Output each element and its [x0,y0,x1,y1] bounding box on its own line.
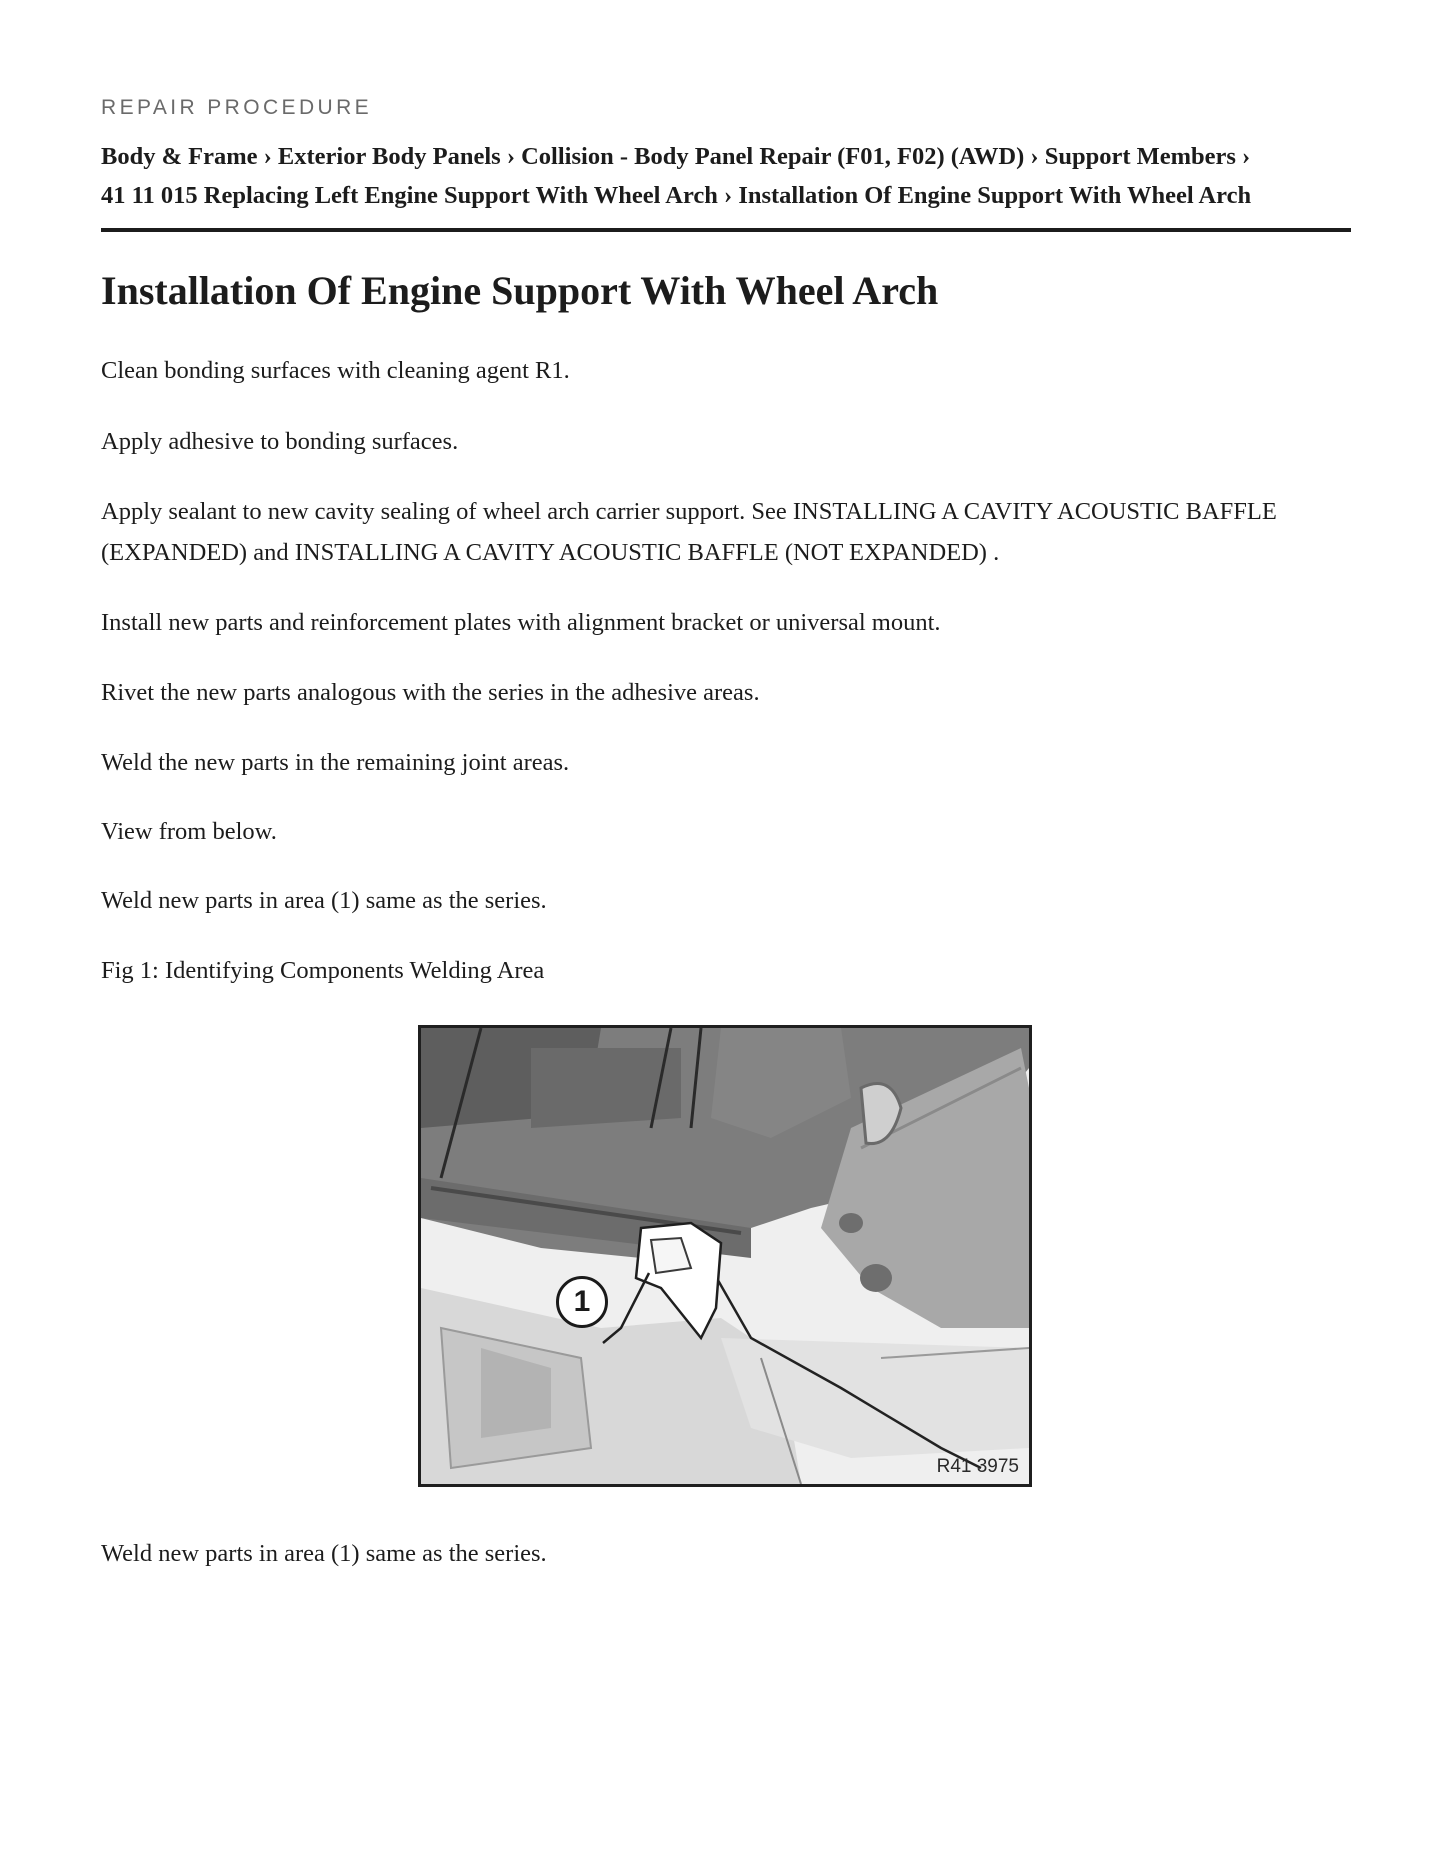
figure-caption: Fig 1: Identifying Components Welding Area [101,957,545,984]
breadcrumb-item[interactable]: Exterior Body Panels [277,143,501,170]
page-title: Installation Of Engine Support With Wheel Arch [101,268,939,313]
breadcrumb-separator: › [506,143,515,170]
figure-reference-code: R41 3975 [936,1456,1019,1477]
procedure-step: View from below. [101,818,277,845]
breadcrumb-separator: › [724,182,733,209]
breadcrumb-separator: › [1242,143,1251,170]
procedure-step: Weld the new parts in the remaining joint areas. [101,749,570,776]
procedure-step: Weld new parts in area (1) same as the series. [101,1540,547,1567]
breadcrumb-item[interactable]: Collision - Body Panel Repair (F01, F02) (AWD) [521,143,1025,170]
breadcrumb [101,137,1351,215]
welding-area-illustration [418,1025,1032,1487]
callout-marker [556,1276,608,1328]
header-divider [101,228,1351,232]
breadcrumb-separator: › [1030,143,1039,170]
breadcrumb-item[interactable]: 41 11 015 Replacing Left Engine Support With Wheel Arch [101,182,718,209]
section-kicker: REPAIR PROCEDURE [101,96,373,119]
procedure-step: Clean bonding surfaces with cleaning agent R1. [101,357,570,384]
breadcrumb-current: Installation Of Engine Support With Wheel Arch [738,182,1252,209]
callout-label: 1 [573,1285,591,1318]
procedure-step: Weld new parts in area (1) same as the series. [101,887,547,914]
procedure-step: Apply sealant to new cavity sealing of wheel arch carrier support. See INSTALLING A CAVITY ACOUSTIC BAFFLE (EXPANDED) and INSTALLING A CAVITY ACOUSTIC BAFFLE (NOT EXPANDED) . [101,498,1277,566]
breadcrumb-item[interactable]: Body & Frame [101,143,258,170]
breadcrumb-separator: › [263,143,272,170]
procedure-step: Apply adhesive to bonding surfaces. [101,428,459,455]
breadcrumb-item[interactable]: Support Members [1044,143,1236,170]
procedure-step: Install new parts and reinforcement plates with alignment bracket or universal mount. [101,609,941,636]
procedure-step: Rivet the new parts analogous with the series in the adhesive areas. [101,679,760,706]
